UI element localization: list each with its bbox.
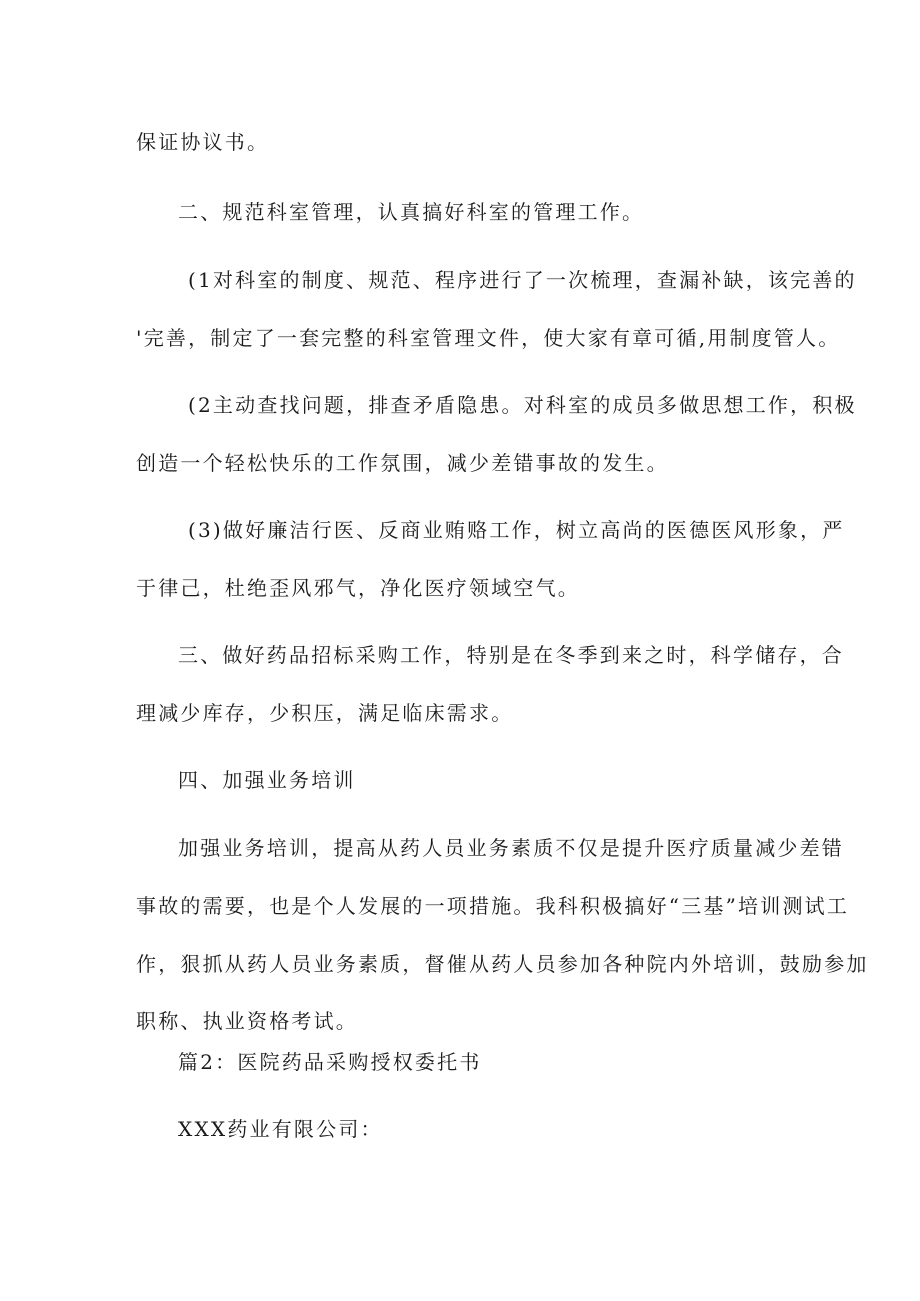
article-title: 篇2：医院药品采购授权委托书 xyxy=(178,1050,482,1074)
text-line: (3)做好廉洁行医、反商业贿赂工作，树立高尚的医德医风形象，严 xyxy=(188,518,845,542)
text-line: (2主动查找问题，排查矛盾隐患。对科室的成员多做思想工作，积极 xyxy=(188,393,857,417)
text-line: 事故的需要，也是个人发展的一项措施。我科积极搞好“三基”培训测试工 xyxy=(136,894,850,918)
text-line: 职称、执业资格考试。 xyxy=(136,1009,358,1033)
section-heading: 三、做好药品招标采购工作，特别是在冬季到来之时，科学储存，合 xyxy=(178,643,844,667)
text-line: 于律己，杜绝歪风邪气，净化医疗领域空气。 xyxy=(136,576,580,600)
text-line: 作，狠抓从药人员业务素质，督催从药人员参加各种院内外培训，鼓励参加 xyxy=(136,952,869,976)
text-line: '完善，制定了一套完整的科室管理文件，使大家有章可循,用制度管人。 xyxy=(136,326,841,350)
text-line: 理减少库存，少积压，满足临床需求。 xyxy=(136,701,514,725)
section-heading: 四、加强业务培训 xyxy=(178,768,356,792)
section-heading: 二、规范科室管理，认真搞好科室的管理工作。 xyxy=(178,200,645,224)
salutation: XXX药业有限公司： xyxy=(178,1117,383,1141)
text-line: 创造一个轻松快乐的工作氛围，减少差错事故的发生。 xyxy=(136,451,669,475)
text-line: 加强业务培训，提高从药人员业务素质不仅是提升医疗质量减少差错 xyxy=(178,836,844,860)
text-line: 保证协议书。 xyxy=(136,130,270,154)
text-line: (1对科室的制度、规范、程序进行了一次梳理，查漏补缺，该完善的 xyxy=(188,268,857,292)
